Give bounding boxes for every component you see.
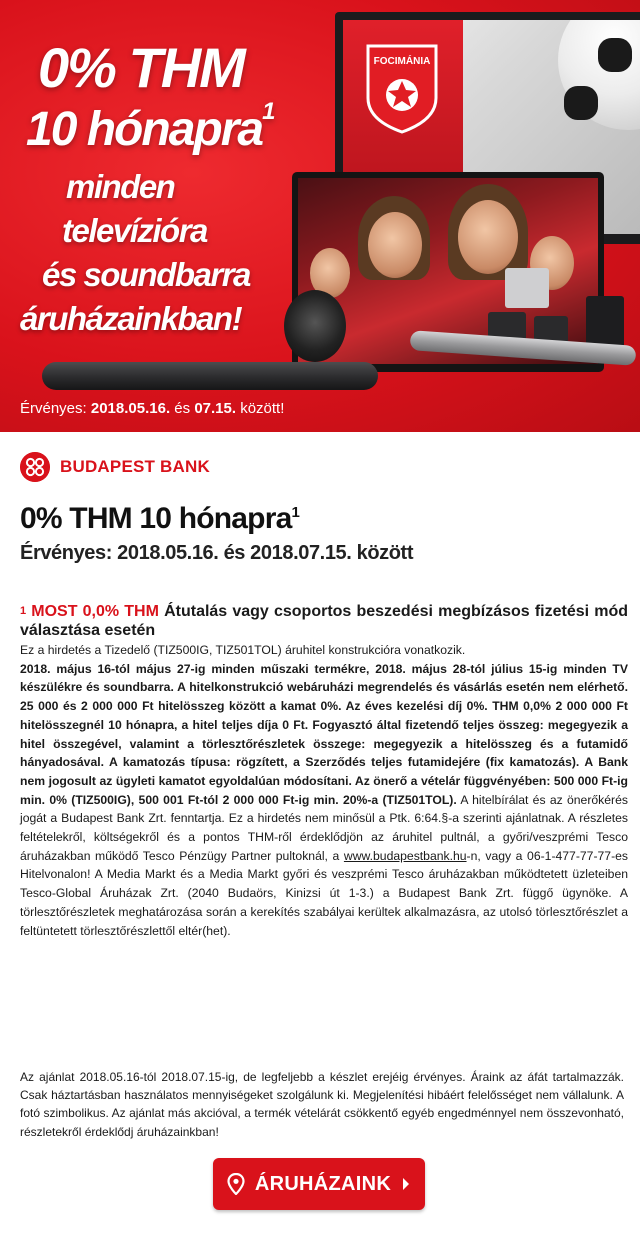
banner-line-soundbarra: és soundbarra: [42, 256, 250, 293]
terms-heading-text: Átutalás vagy csoportos beszedési megbízásos fizetési mód választása esetén: [20, 603, 628, 639]
promo-banner[interactable]: [0, 0, 640, 432]
fan-face: [458, 200, 518, 274]
banner-valid-end: 07.15.: [194, 400, 237, 417]
terms-heading: [20, 602, 628, 640]
budapest-bank-logo[interactable]: [20, 452, 210, 482]
disclaimer-text: Az ajánlat 2018.05.16-tól 2018.07.15-ig, de legfeljebb a készlet erejéig érvényes. Áraink az áfát tartalmazzák. Csak háztartásban használatos mennyiségeket szolgálunk ki. Megjelenítési hibáért felelősséget nem vállalunk. A fotó szimbolikus. Az ajánlat más akcióval, a termék vételárát csökkentő egyéb engedménnyel nem összevonható, részletekről érdeklődj áruházainkban!: [20, 1070, 624, 1139]
soundbar-black-image: [42, 362, 378, 390]
fan-face: [368, 212, 422, 278]
banner-headline-thm: 0% THM: [38, 36, 244, 99]
banner-line-minden: minden: [66, 168, 175, 205]
banner-headline-months: [26, 98, 274, 156]
banner-headline-sup: 1: [262, 98, 274, 125]
stores-button[interactable]: [213, 1158, 425, 1210]
terms-body: [20, 641, 628, 940]
terms-section: [20, 602, 628, 940]
offer-validity: Érvényes: 2018.05.16. és 2018.07.15. között: [20, 542, 414, 564]
terms-intro: Ez a hirdetés a Tizedelő (TIZ500IG, TIZ501TOL) áruhitel konstrukcióra vonatkozik.: [20, 643, 466, 657]
ball-patch: [598, 38, 632, 72]
speaker-image: [505, 268, 549, 308]
bank-logo-text: BUDAPEST BANK: [60, 457, 210, 476]
terms-highlight: MOST 0,0% THM: [31, 603, 159, 620]
bank-website-link[interactable]: www.budapestbank.hu: [343, 848, 467, 863]
banner-valid-start: 2018.05.16.: [90, 400, 171, 417]
terms-conditions-end: -n, vagy a 06-1-477-77-77-es Hitelvonalon! A Media Markt és a Media Markt győri és veszprémi Tesco áruházakban működtetett üzleteiben Tesco-Global Áruházak Zrt. (2040 Budaörs, Kinizsi út 1-3.) a Budapest Bank Zrt. függő ügynöke. A törlesztőrészletek meghatározása során a kerekítés szabályai kerültek alkalmazásra, az utolsó törlesztőrészlet a feltüntetett törlesztőrészlettől eltér(het).: [20, 848, 628, 938]
focimania-badge: [362, 40, 442, 136]
offer-title-sup: 1: [291, 504, 300, 521]
chevron-right-icon: [401, 1177, 411, 1191]
location-pin-icon: [227, 1173, 245, 1195]
budapest-bank-logo-icon: [20, 452, 50, 482]
banner-line-televiziora: televízióra: [62, 212, 207, 249]
terms-conditions: A hitelbírálat és az önerőkérés jogát a Budapest Bank Zrt. fenntartja. Ez a hirdetés nem minősül a Ptk. 6:64.§-a szerinti ajánlatnak. A részletes feltételekről, költségekről és a pontos THM-ről érdeklődjön az áruhitel pultnál, a győri/veszprémi Tesco áruházakban működő Tesco Pénzügy Partner pultoknál, a: [20, 792, 628, 863]
offer-title: [20, 502, 299, 536]
banner-valid-mid: és: [174, 400, 191, 417]
ball-patch: [564, 86, 598, 120]
football-image: [558, 20, 640, 130]
badge-text: FOCIMÁNIA: [373, 56, 431, 67]
banner-headline-months-text: 10 hónapra: [26, 103, 263, 156]
stores-button-label: ÁRUHÁZAINK: [254, 1172, 392, 1195]
banner-valid-prefix: Érvényes:: [20, 400, 87, 417]
banner-line-aruhazainkban: áruházainkban!: [20, 300, 242, 337]
subwoofer-image: [284, 290, 346, 362]
terms-footnote-mark: 1: [20, 605, 27, 617]
terms-conditions-bold: 2018. május 16-tól május 27-ig minden műszaki termékre, 2018. május 28-tól július 15-ig minden TV készülékre és soundbarra. A hitelkonstrukció webáruházi megrendelés és vásárlás esetén nem elérhető. 25 000 és 2 000 000 Ft hitelösszeg között a kamat 0%. Az éves kezelési díj 0%. THM 0,0% 2 000 000 Ft hitelösszegnél 10 hónapra, a hitel teljes díja 0 Ft. Fogyasztó által fizetendő teljes összeg: megegyezik a hitel összegével, valamint a törlesztőrészletek összege: megegyezik a hitelösszeg és a futamidő hányadosával. A kamatozás típusa: rögzített, a Szerződés teljes futamidejére (fix kamatozás). A Bank nem jogosult az ügyleti kamatot egyoldalúan módosítani. Az önerő a vételár függvényében: 500 000 Ft-ig min. 0% (TIZ500IG), 500 001 Ft-tól 2 000 000 Ft-ig min. 20%-a (TIZ501TOL).: [20, 661, 628, 807]
offer-title-text: 0% THM 10 hónapra: [20, 502, 292, 535]
banner-validity: [20, 400, 284, 417]
banner-valid-suffix: között!: [240, 400, 285, 417]
